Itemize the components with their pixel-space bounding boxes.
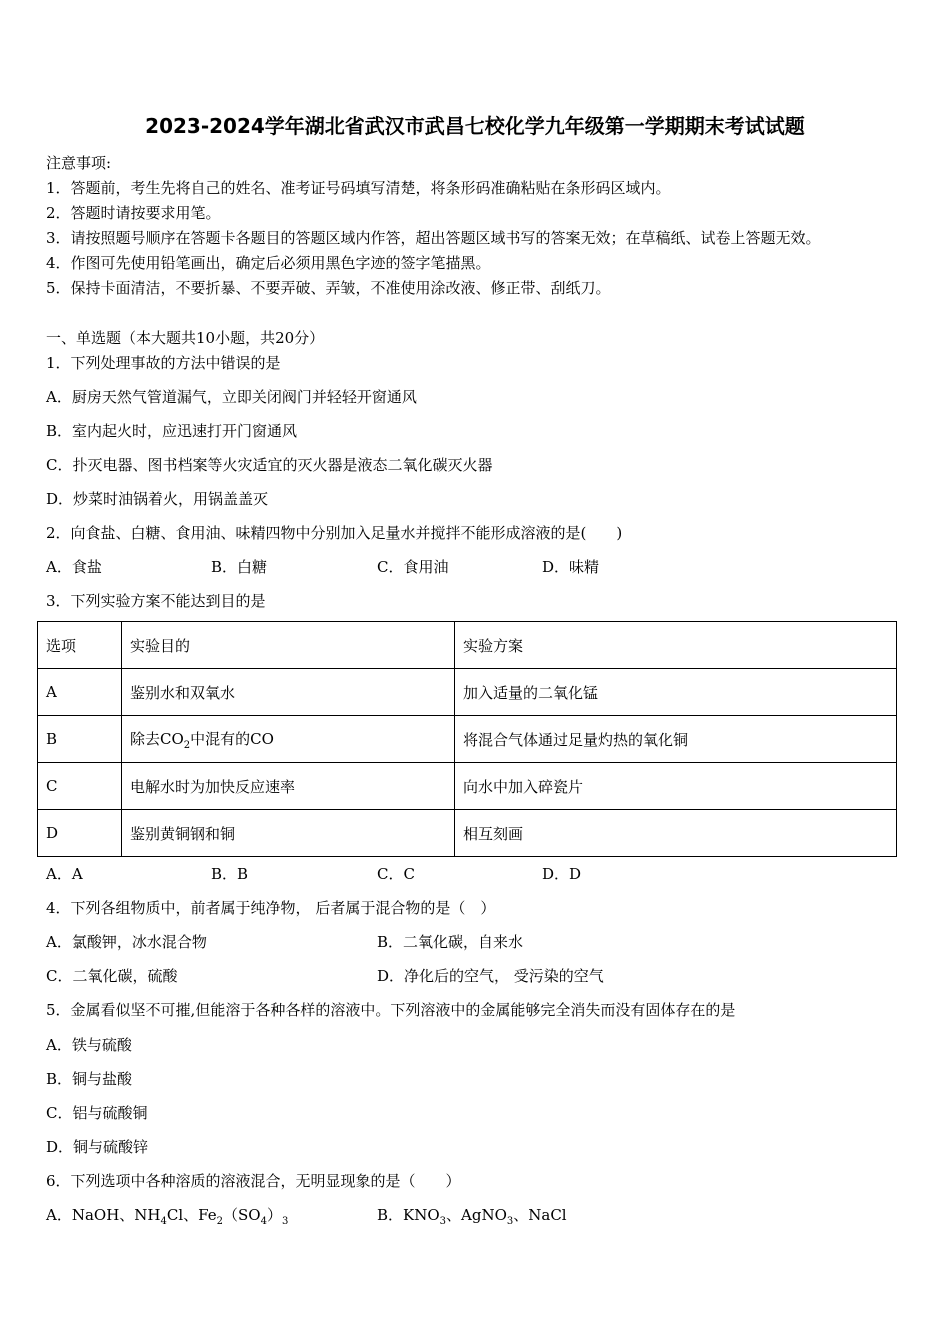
table-row bbox=[38, 716, 897, 763]
subscript: 3 bbox=[439, 1216, 447, 1227]
question-3-option-c: C．C bbox=[377, 865, 415, 883]
notice-item: 4．作图可先使用铅笔画出，确定后必须用黑色字迹的签字笔描黑。 bbox=[46, 254, 491, 272]
notice-item: 3．请按照题号顺序在答题卡各题目的答题区域内作答，超出答题区域书写的答案无效；在草稿纸、试卷上答题无效。 bbox=[46, 229, 821, 247]
question-3-option-a: A．A bbox=[46, 865, 83, 883]
subscript: 3 bbox=[506, 1216, 514, 1227]
question-3-stem: 3．下列实验方案不能达到目的是 bbox=[46, 592, 266, 610]
question-5-option-d: D．铜与硫酸锌 bbox=[46, 1138, 149, 1156]
table-header-row bbox=[38, 622, 897, 669]
text-fragment: 、NaCl bbox=[513, 1206, 567, 1224]
question-4-option-b: B．二氧化碳，自来水 bbox=[377, 933, 524, 951]
question-3-option-d: D．D bbox=[542, 865, 582, 883]
question-4-option-d: D．净化后的空气， 受污染的空气 bbox=[377, 967, 604, 985]
table-row bbox=[38, 763, 897, 810]
table-cell-purpose: 电解水时为加快反应速率 bbox=[122, 763, 455, 810]
subscript: 2 bbox=[216, 1216, 223, 1227]
question-1-option-d: D．炒菜时油锅着火，用锅盖盖灭 bbox=[46, 490, 269, 508]
question-4-option-c: C．二氧化碳，硫酸 bbox=[46, 967, 178, 985]
table-cell-plan: 加入适量的二氧化锰 bbox=[455, 669, 897, 716]
table-cell-plan: 向水中加入碎瓷片 bbox=[455, 763, 897, 810]
question-2-stem: 2．向食盐、白糖、食用油、味精四物中分别加入足量水并搅拌不能形成溶液的是( ) bbox=[46, 524, 623, 542]
question-5-option-a: A．铁与硫酸 bbox=[46, 1036, 132, 1054]
question-1-option-a: A．厨房天然气管道漏气，立即关闭阀门并轻轻开窗通风 bbox=[46, 388, 417, 406]
table-cell-purpose: 鉴别黄铜钢和铜 bbox=[122, 810, 455, 857]
text-fragment: Cl、Fe bbox=[166, 1206, 217, 1224]
table-cell-option: B bbox=[38, 716, 122, 763]
table-header-cell: 实验目的 bbox=[122, 622, 455, 669]
question-6-stem: 6．下列选项中各种溶质的溶液混合，无明显现象的是（ ） bbox=[46, 1172, 461, 1190]
table-header-cell: 实验方案 bbox=[455, 622, 897, 669]
table-cell-option: D bbox=[38, 810, 122, 857]
question-2-option-a: A．食盐 bbox=[46, 558, 102, 576]
subscript: 2 bbox=[183, 739, 191, 751]
table-row bbox=[38, 810, 897, 857]
table-cell-plan: 相互刻画 bbox=[455, 810, 897, 857]
text-fragment: A．NaOH、NH bbox=[46, 1206, 161, 1224]
question-5-option-c: C．铝与硫酸铜 bbox=[46, 1104, 148, 1122]
question-6-option-b bbox=[377, 1204, 567, 1227]
question-1-stem: 1．下列处理事故的方法中错误的是 bbox=[46, 354, 281, 372]
table-cell-purpose bbox=[122, 716, 455, 763]
table-cell-plan: 将混合气体通过足量灼热的氧化铜 bbox=[455, 716, 897, 763]
table-header-cell: 选项 bbox=[38, 622, 122, 669]
experiment-table bbox=[37, 621, 897, 857]
question-1-option-c: C．扑灭电器、图书档案等火灾适宜的灭火器是液态二氧化碳灭火器 bbox=[46, 456, 493, 474]
notice-item: 5．保持卡面清洁，不要折暴、不要弄破、弄皱，不准使用涂改液、修正带、刮纸刀。 bbox=[46, 279, 611, 297]
question-5-option-b: B．铜与盐酸 bbox=[46, 1070, 133, 1088]
subscript: 4 bbox=[160, 1216, 167, 1227]
question-2-option-c: C．食用油 bbox=[377, 558, 449, 576]
subscript: 4 bbox=[260, 1216, 267, 1227]
question-1-option-b: B．室内起火时，应迅速打开门窗通风 bbox=[46, 422, 298, 440]
question-4-stem: 4．下列各组物质中，前者属于纯净物， 后者属于混合物的是（ ） bbox=[46, 899, 496, 917]
notice-item: 2．答题时请按要求用笔。 bbox=[46, 204, 221, 222]
text-fragment: 除去CO bbox=[130, 729, 184, 748]
question-2-option-b: B．白糖 bbox=[211, 558, 268, 576]
text-fragment: 中混有的CO bbox=[190, 729, 274, 748]
question-5-stem: 5．金属看似坚不可摧,但能溶于各种各样的溶液中。下列溶液中的金属能够完全消失而没有固体存在的是 bbox=[46, 1001, 736, 1019]
page-title: 2023-2024学年湖北省武汉市武昌七校化学九年级第一学期期末考试试题 bbox=[145, 114, 805, 138]
question-6-option-a bbox=[46, 1204, 288, 1227]
question-3-option-b: B．B bbox=[211, 865, 249, 883]
notice-item: 1．答题前，考生先将自己的姓名、准考证号码填写清楚，将条形码准确粘贴在条形码区域内。 bbox=[46, 179, 671, 197]
table-cell-option: C bbox=[38, 763, 122, 810]
table-cell-option: A bbox=[38, 669, 122, 716]
text-fragment: （SO bbox=[223, 1206, 261, 1224]
section-heading: 一、单选题（本大题共10小题，共20分） bbox=[46, 329, 325, 347]
question-2-option-d: D．味精 bbox=[542, 558, 600, 576]
notice-heading: 注意事项: bbox=[46, 154, 112, 172]
text-fragment: 、AgNO bbox=[446, 1206, 507, 1224]
text-fragment: ） bbox=[266, 1206, 282, 1224]
subscript: 3 bbox=[281, 1216, 289, 1227]
table-row bbox=[38, 669, 897, 716]
question-4-option-a: A．氯酸钾，冰水混合物 bbox=[46, 933, 207, 951]
text-fragment: B．KNO bbox=[377, 1206, 440, 1224]
table-cell-purpose: 鉴别水和双氧水 bbox=[122, 669, 455, 716]
